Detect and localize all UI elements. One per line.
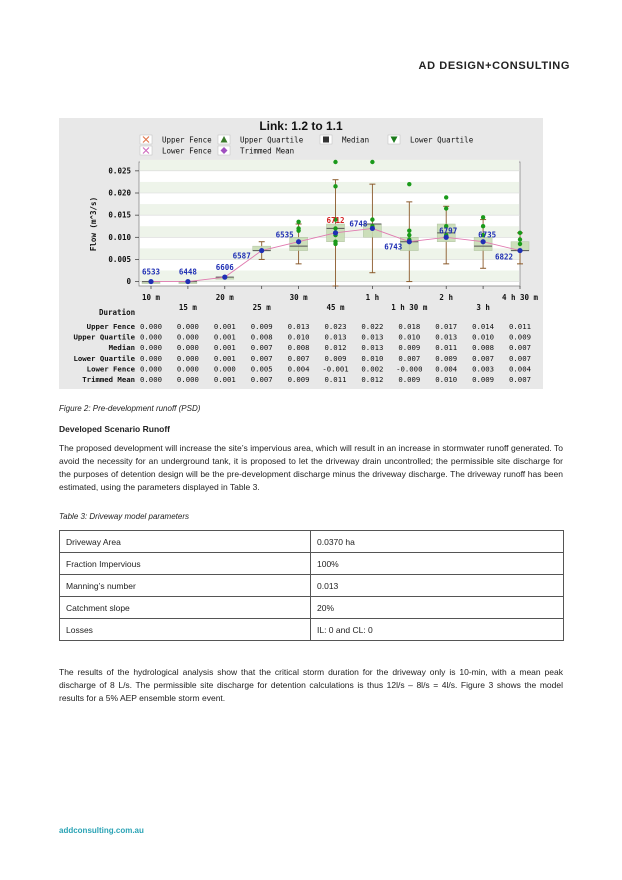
stats-cell: 0.004 (287, 364, 310, 374)
storm-id-label: 6748 (349, 219, 368, 229)
stats-cell: 0.013 (324, 332, 347, 342)
param-value: 0.013 (311, 575, 564, 597)
stats-cell: 0.004 (435, 364, 458, 374)
x-tick-label: 1 h 30 m (391, 303, 428, 312)
stats-cell: 0.014 (472, 322, 495, 331)
trimmed-mean-point (296, 239, 301, 244)
legend-label: Lower Quartile (410, 135, 474, 145)
table-row (60, 575, 564, 597)
stats-cell: 0.011 (324, 375, 347, 384)
stats-cell: 0.011 (435, 343, 458, 353)
stats-cell: 0.000 (176, 353, 199, 363)
storm-id-label: 6797 (439, 226, 458, 236)
stats-row-label: Lower Quartile (73, 353, 135, 363)
stats-cell: 0.001 (213, 322, 236, 331)
stats-cell: 0.010 (472, 332, 495, 342)
storm-id-label: 6712 (326, 215, 345, 225)
figure-caption: Figure 2: Pre-development runoff (PSD) (59, 404, 201, 413)
y-tick-label: 0.025 (108, 166, 131, 176)
legend-marker-square (323, 137, 329, 143)
param-value: 0.0370 ha (311, 531, 564, 553)
stats-cell: 0.001 (213, 375, 236, 384)
stats-cell: 0.001 (213, 343, 236, 353)
outlier-point (407, 233, 411, 237)
stats-cell: 0.013 (361, 343, 384, 353)
plot-band (140, 204, 519, 215)
stats-row-label: Lower Fence (86, 364, 135, 374)
stats-cell: 0.013 (435, 332, 458, 342)
trimmed-mean-point (481, 239, 486, 244)
table-row (60, 597, 564, 619)
stats-cell: 0.009 (398, 375, 421, 384)
stats-cell: 0.018 (398, 322, 421, 331)
stats-cell: 0.012 (324, 343, 347, 353)
plot-band (140, 182, 519, 193)
stats-cell: 0.000 (176, 343, 199, 353)
stats-cell: 0.000 (176, 332, 199, 342)
stats-cell: 0.001 (213, 332, 236, 342)
stats-cell: 0.013 (287, 322, 310, 331)
stats-cell: -0.001 (322, 364, 349, 374)
storm-id-label: 6587 (232, 251, 251, 261)
stats-row-label: Upper Quartile (73, 332, 135, 342)
legend-label: Upper Quartile (240, 135, 304, 145)
stats-cell: 0.023 (324, 322, 347, 331)
outlier-point (518, 242, 522, 246)
stats-cell: 0.007 (472, 353, 495, 363)
outlier-point (333, 184, 337, 188)
param-label: Catchment slope (60, 597, 311, 619)
stats-cell: 0.017 (435, 322, 458, 331)
stats-cell: 0.009 (435, 353, 458, 363)
y-tick-label: 0.015 (108, 210, 131, 220)
x-tick-label: 30 m (289, 293, 308, 302)
stats-cell: 0.012 (361, 375, 384, 384)
chart-title: Link: 1.2 to 1.1 (259, 119, 343, 133)
legend-label: Trimmed Mean (240, 146, 295, 156)
paragraph-results: The results of the hydrological analysis show that the critical storm duration for the driveway only is 10-min, with a mean peak discharge of 8 L/s. The permissible site discharge for detention calculations is thus 12l/s – 8l/s = 4l/s. Figure 3 shows the model results for a 5% AEP ensemble storm event. (59, 667, 563, 703)
stats-cell: 0.000 (176, 322, 199, 331)
storm-id-label: 6606 (215, 263, 234, 273)
stats-cell: 0.013 (361, 332, 384, 342)
param-label: Fraction Impervious (60, 553, 311, 575)
param-value: IL: 0 and CL: 0 (311, 619, 564, 641)
table-row (60, 619, 564, 641)
trimmed-mean-point (185, 279, 190, 284)
stats-cell: 0.000 (176, 364, 199, 374)
trimmed-mean-point (259, 248, 264, 253)
storm-id-label: 6448 (178, 267, 197, 277)
y-tick-label: 0 (126, 277, 131, 287)
stats-cell: 0.010 (361, 353, 384, 363)
trimmed-mean-point (370, 226, 375, 231)
stats-cell: 0.008 (287, 343, 310, 353)
footer-url: addconsulting.com.au (59, 826, 144, 835)
y-tick-label: 0.005 (108, 254, 131, 264)
outlier-point (370, 217, 374, 221)
x-tick-label: 4 h 30 m (501, 293, 539, 302)
outlier-point (481, 224, 485, 228)
stats-cell: 0.002 (361, 364, 384, 374)
stats-cell: 0.007 (509, 353, 531, 363)
table-caption: Table 3: Driveway model parameters (59, 512, 189, 521)
outlier-point (407, 182, 411, 186)
stats-cell: 0.011 (509, 322, 531, 331)
stats-row-label: Median (108, 343, 135, 353)
table-row (60, 553, 564, 575)
stats-cell: 0.007 (509, 375, 531, 384)
stats-cell: 0.007 (250, 353, 273, 363)
storm-id-label: 6735 (478, 230, 497, 240)
outlier-point (518, 237, 522, 241)
storm-id-label: 6535 (275, 230, 294, 240)
stats-cell: 0.004 (509, 364, 531, 374)
stats-cell: 0.009 (509, 332, 531, 342)
trimmed-mean-point (148, 279, 153, 284)
x-tick-label: 2 h (439, 293, 453, 302)
x-tick-label: 20 m (215, 293, 234, 302)
x-tick-label: 45 m (326, 303, 345, 312)
outlier-point (407, 228, 411, 232)
legend-label: Upper Fence (162, 135, 212, 145)
x-tick-label: 25 m (252, 303, 271, 312)
stats-cell: 0.007 (398, 353, 421, 363)
stats-cell: 0.005 (250, 364, 273, 374)
param-value: 100% (311, 553, 564, 575)
outlier-point (333, 160, 337, 164)
company-logo: AD DESIGN+CONSULTING (418, 60, 570, 72)
outlier-point (370, 160, 374, 164)
stats-row-label: Trimmed Mean (82, 375, 135, 384)
outlier-point (333, 226, 337, 230)
stats-cell: 0.001 (213, 353, 236, 363)
outlier-point (296, 228, 300, 232)
param-label: Driveway Area (60, 531, 311, 553)
storm-id-label: 6822 (494, 252, 514, 262)
storm-id-label: 6743 (384, 242, 403, 252)
section-title: Developed Scenario Runoff (59, 424, 170, 434)
storm-id-label: 6533 (141, 267, 161, 277)
stats-cell: 0.010 (398, 332, 421, 342)
stats-cell: 0.008 (250, 332, 273, 342)
stats-cell: 0.007 (250, 343, 273, 353)
stats-cell: 0.010 (435, 375, 458, 384)
stats-cell: 0.000 (213, 364, 236, 374)
legend-label: Lower Fence (162, 146, 212, 156)
stats-cell: 0.000 (140, 353, 162, 363)
stats-cell: 0.010 (287, 332, 310, 342)
x-tick-label: 10 m (141, 293, 161, 302)
stats-cell: 0.000 (140, 364, 162, 374)
x-tick-label: 1 h (365, 293, 380, 302)
x-axis-title: Duration (99, 308, 136, 317)
param-value: 20% (311, 597, 564, 619)
stats-cell: 0.007 (250, 375, 273, 384)
param-label: Losses (60, 619, 311, 641)
plot-band (140, 160, 519, 171)
runoff-chart (59, 118, 543, 389)
stats-cell: 0.000 (140, 375, 162, 384)
outlier-point (518, 231, 522, 235)
stats-cell: 0.009 (287, 375, 310, 384)
outlier-point (444, 195, 448, 199)
stats-cell: -0.000 (396, 364, 423, 374)
outlier-point (444, 206, 448, 210)
y-tick-label: 0.020 (108, 188, 131, 198)
plot-band (140, 248, 519, 259)
legend-label: Median (342, 135, 370, 145)
stats-cell: 0.000 (140, 343, 162, 353)
y-tick-label: 0.010 (108, 232, 131, 242)
param-label: Manning’s number (60, 575, 311, 597)
outlier-point (333, 242, 337, 246)
x-tick-label: 15 m (178, 303, 197, 312)
x-tick-label: 3 h (476, 303, 490, 312)
trimmed-mean-point (517, 248, 522, 253)
stats-cell: 0.007 (509, 343, 531, 353)
stats-cell: 0.000 (176, 375, 199, 384)
stats-cell: 0.022 (361, 322, 384, 331)
stats-cell: 0.009 (472, 375, 495, 384)
y-axis-label: Flow (m^3/s) (89, 196, 98, 252)
trimmed-mean-point (407, 239, 412, 244)
outlier-point (481, 215, 485, 219)
stats-row-label: Upper Fence (86, 322, 135, 331)
stats-cell: 0.009 (324, 353, 347, 363)
stats-cell: 0.003 (472, 364, 495, 374)
box-plot-svg (59, 118, 543, 389)
stats-cell: 0.000 (140, 322, 162, 331)
stats-cell: 0.008 (472, 343, 495, 353)
trimmed-mean-point (222, 275, 227, 280)
driveway-params-table (59, 530, 564, 641)
trimmed-mean-point (444, 235, 449, 240)
stats-cell: 0.009 (398, 343, 421, 353)
paragraph-intro: The proposed development will increase the site’s impervious area, which will result in an increase in stormwater runoff generated. To avoid the necessity for an underground tank, it is proposed to let the driveway drain uncontrolled; the permissible site discharge for the purposes of detention design will be the pre-development discharge minus the driveway discharge. The driveway runoff has been estimated, using the parameters displayed in Table 3. (59, 443, 563, 492)
stats-cell: 0.007 (287, 353, 310, 363)
stats-cell: 0.000 (140, 332, 162, 342)
table-row (60, 531, 564, 553)
stats-cell: 0.009 (250, 322, 273, 331)
outlier-point (296, 220, 300, 224)
trimmed-mean-point (333, 230, 338, 235)
